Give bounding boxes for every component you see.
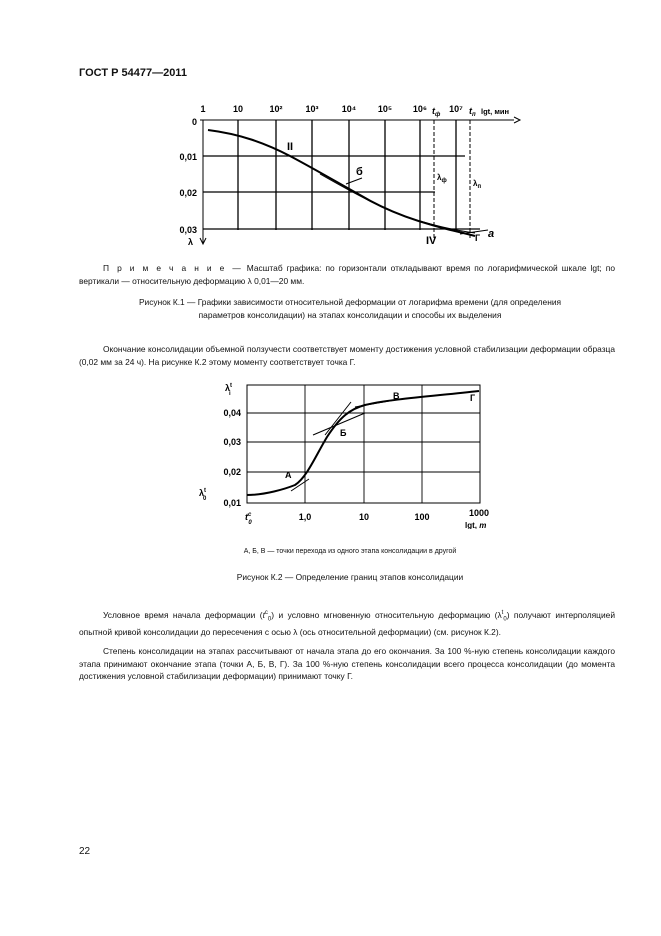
x-tick-1: 1,0: [298, 512, 312, 522]
figure-k1-axes: [200, 117, 520, 244]
x-tick-1e6: 10⁶: [412, 104, 428, 114]
y-tick-003: 0,03: [223, 437, 241, 447]
t-n-label: $t_п$: [469, 106, 476, 118]
figure-k2-points: [285, 391, 475, 480]
x-tick-10: 10: [358, 512, 370, 522]
figure-k2-legend: А, Б, В — точки перехода из одного этапа консолидации в другой: [243, 548, 457, 555]
x-axis-label: lgt, m: [465, 521, 487, 529]
x-tick-10000: 10⁴: [341, 104, 357, 114]
stage-label-IV: IV: [426, 235, 437, 247]
figure-k1-note: [79, 262, 615, 287]
point-g: Г: [470, 393, 476, 403]
figure-k2-y-ticks: [223, 408, 241, 508]
paragraph-2: Условное время начала деформации $(t^c_0)$ и условно мгновенную относительную деформацию $(\lambda^t_0)$ получают интерполяцией опытной кривой консолидации до пересечения с осью λ (ось относительной деформации) (см. рисунок К.2).: [79, 609, 615, 638]
lambda-n-label: $\lambda_п$: [473, 179, 482, 190]
point-a: А: [285, 470, 292, 480]
point-v: В: [393, 391, 400, 401]
x-axis-label: lgt, мин: [481, 107, 510, 116]
figure-k1-x-ticks: [200, 104, 463, 114]
x-tick-1: 1: [200, 104, 206, 114]
consolidation-curve: [208, 130, 475, 236]
figure-k1-caption: Рисунок К.1 — Графики зависимости относительной деформации от логарифма времени (для определения параметров консолидации) на этапах консолидации и способы их выделения: [138, 297, 562, 320]
stage-label-II: II: [287, 141, 294, 153]
t0-label: $t^c$ 0: [245, 512, 252, 526]
paragraph-3: Степень консолидации на этапах рассчитывают от начала этапа до его окончания. За 100 %-ную степень консолидации каждого этапа принимают окончание этапа (точки А, Б, В, Г). За 100 %-ную степень консолидации всего процесса консолидации (до момента достижения условной стабилизации деформации) принимают точку Г.: [79, 646, 615, 682]
figure-k2-grid: [247, 385, 480, 503]
point-b: Б: [340, 428, 347, 438]
y-tick-001: 0,01: [223, 498, 241, 508]
tangent-a: [460, 230, 488, 234]
figure-k2-chart: [195, 377, 495, 529]
figure-k1-y-ticks: [179, 117, 197, 235]
y-tick-004: 0,04: [223, 408, 241, 418]
figure-k2-frame: [247, 385, 480, 503]
y-axis-label: λ: [188, 237, 194, 247]
x-tick-100: 10²: [269, 104, 283, 114]
x-tick-10: 10: [232, 104, 244, 114]
consolidation-curve-k2: [247, 391, 479, 495]
note-text: Масштаб графика: по горизонтали откладывают время по логарифмической шкале lgt; по вертикали — относительную деформацию λ 0,01—20 мм.: [79, 263, 615, 286]
figure-k2-x-ticks: [299, 508, 489, 522]
y-tick-002: 0,02: [179, 188, 197, 198]
figure-k2-tangents: [291, 400, 395, 491]
t-f-label: $t_ф$: [432, 106, 441, 118]
lambda0-label: $\lambda^t$ 0: [199, 488, 207, 502]
x-tick-1000: 1000: [468, 508, 490, 518]
lambda-f-label: $\lambda_ф$: [437, 173, 447, 184]
note-label: П р и м е ч а н и е —: [103, 263, 243, 273]
curve-label-g: Г: [475, 233, 481, 243]
y-label-top: $\lambda^t$ i: [225, 383, 233, 397]
curve-label-a: а: [488, 228, 495, 240]
figure-k1-chart: [170, 98, 530, 250]
y-tick-0: 0: [191, 117, 197, 127]
x-tick-100: 100: [414, 512, 430, 522]
document-header: ГОСТ Р 54477—2011: [79, 67, 187, 79]
y-tick-001: 0,01: [179, 152, 197, 162]
consolidation-curve-alt: [320, 174, 475, 233]
page-number: 22: [79, 846, 91, 857]
x-tick-1000: 10³: [305, 104, 319, 114]
curve-label-b: б: [356, 166, 363, 178]
x-tick-1e7: 10⁷: [449, 104, 463, 114]
paragraph-1: Окончание консолидации объемной ползучести соответствует моменту достижения условной стабилизации деформации образца (0,02 мм за 24 ч). На рисунке К.2 этому моменту соответствует точка Г.: [79, 344, 615, 367]
y-tick-003: 0,03: [179, 225, 197, 235]
x-tick-100000: 10⁵: [377, 104, 393, 114]
figure-k2-caption: Рисунок К.2 — Определение границ этапов консолидации: [236, 572, 464, 582]
y-tick-002: 0,02: [223, 467, 241, 477]
